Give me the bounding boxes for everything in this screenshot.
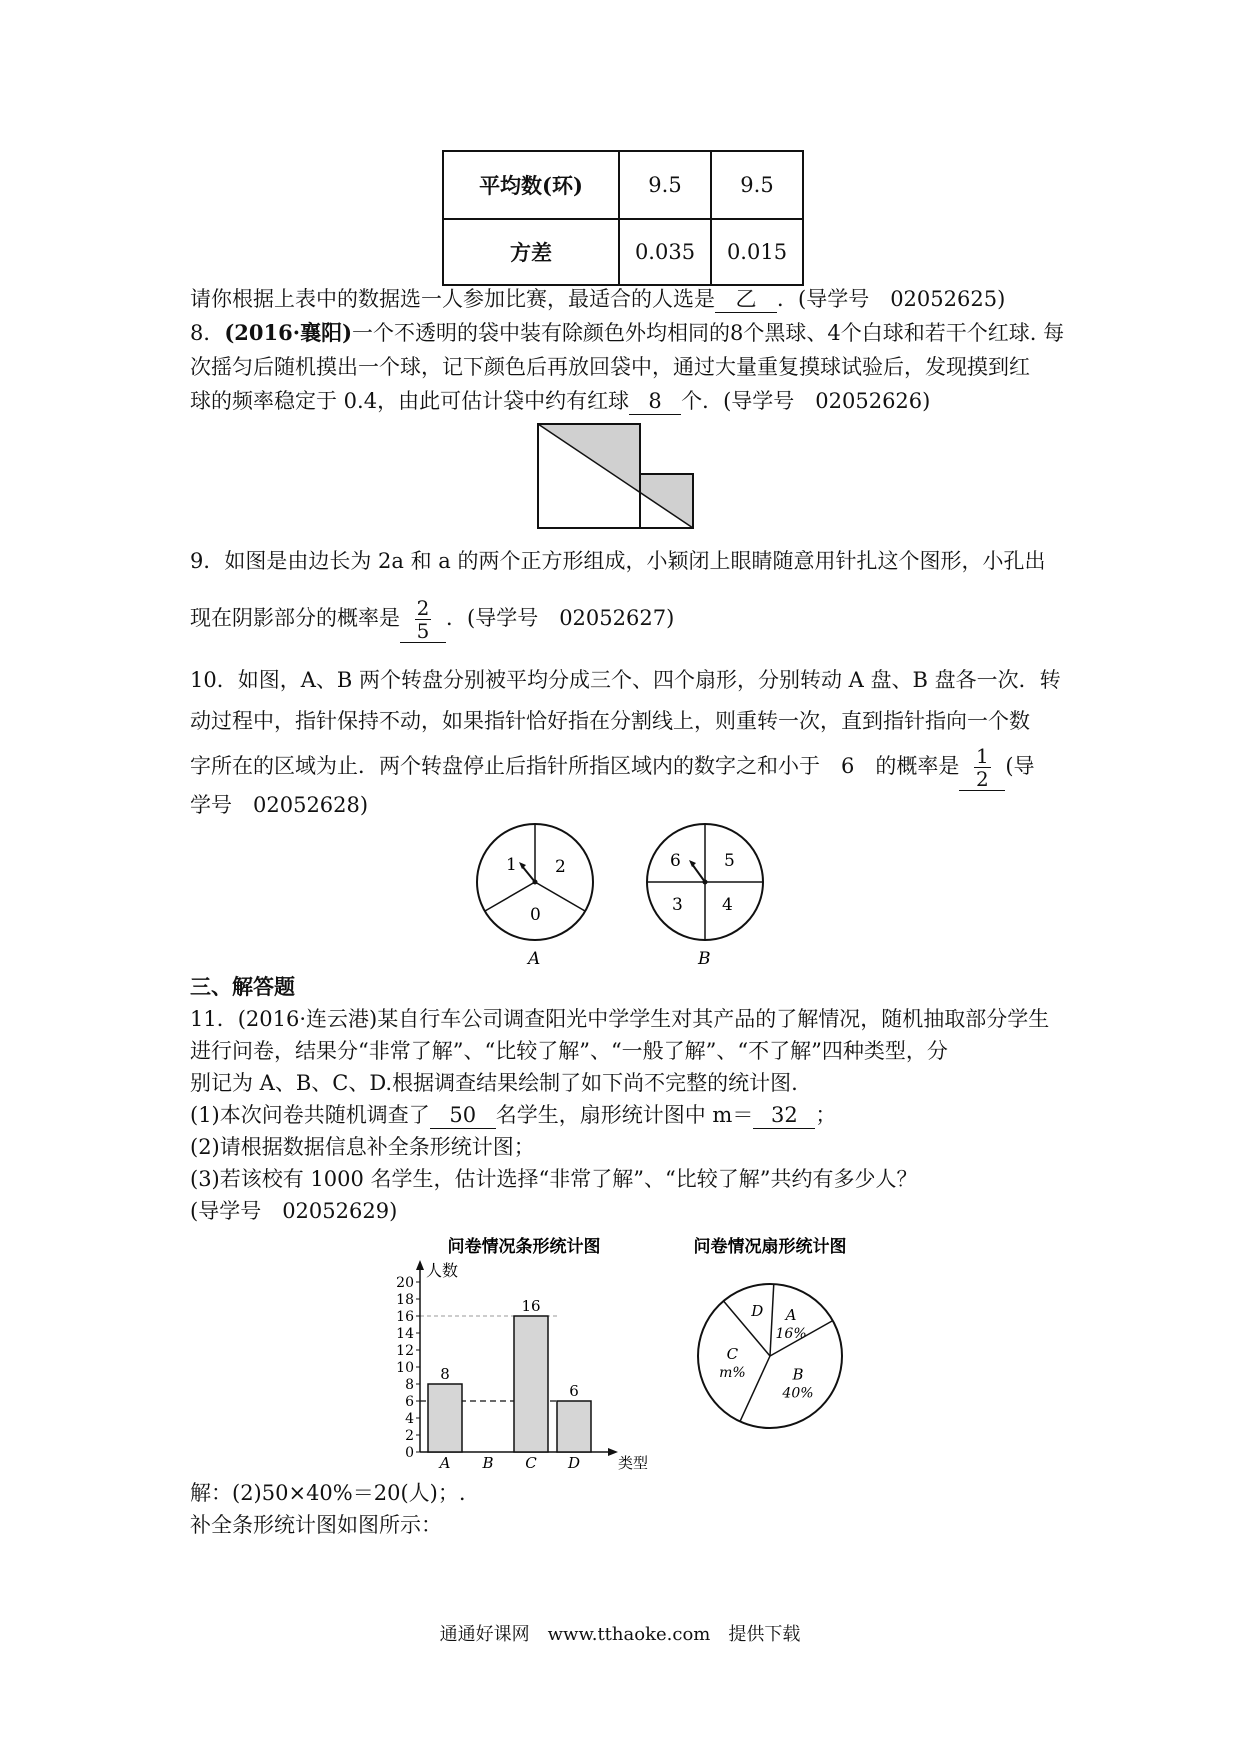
q8-line-1: 8．(2016·襄阳)一个不透明的袋中装有除颜色外均相同的8个黑球、4个白球和若干个红球. 每	[190, 320, 1065, 345]
pie-chart	[680, 1230, 860, 1470]
bar-C	[514, 1316, 548, 1452]
y-axis-arrow	[416, 1260, 424, 1270]
spinner-label: B	[698, 949, 711, 969]
pie-slice-value: 16%	[775, 1326, 807, 1343]
chart-title: 问卷情况扇形统计图	[693, 1237, 847, 1257]
sector-label: 1	[506, 855, 517, 875]
spinner-b	[640, 820, 770, 970]
q9-line-2: 现在阴影部分的概率是 $\frac{2}{5}$ ．(导学号 02052627)	[190, 596, 675, 643]
q8-line-3: 球的频率稳定于 0.4，由此可估计袋中约有红球 8 个．(导学号 02052626)	[190, 389, 931, 413]
q10-line-2: 动过程中，指针保持不动，如果指针恰好指在分割线上，则重转一次，直到指针指向一个数	[190, 709, 1030, 733]
y-tick-label: 0	[405, 1445, 414, 1461]
sector-label: 4	[722, 895, 733, 915]
y-tick-label: 12	[396, 1343, 414, 1359]
page-footer: 通通好课网 www.tthaoke.com 提供下载	[439, 1624, 801, 1645]
pie-slice-label-B: B	[792, 1365, 804, 1384]
x-axis-arrow	[608, 1448, 618, 1456]
x-tick-label: C	[525, 1454, 537, 1470]
section-heading: 三、解答题	[190, 974, 295, 999]
pie-slice-value: m%	[719, 1365, 746, 1382]
table-cell: 平均数(环)	[443, 151, 619, 219]
bar-D	[557, 1401, 591, 1452]
stats-table	[442, 150, 804, 286]
y-tick-label: 16	[396, 1309, 414, 1325]
q11-part-4: (导学号 02052629)	[190, 1199, 398, 1223]
y-tick-label: 14	[396, 1326, 414, 1342]
answer-blank: 乙	[715, 286, 777, 313]
shaded-region-small	[640, 474, 693, 528]
pie-slice-label-D: D	[751, 1302, 764, 1321]
sector-label: 3	[672, 895, 683, 915]
answer-blank	[400, 597, 446, 643]
sector-label: 5	[724, 851, 735, 871]
q10-line-4: 学号 02052628)	[190, 793, 369, 817]
solution-line-1: 解：(2)50×40%＝20(人)；.	[190, 1481, 466, 1505]
y-tick-label: 8	[405, 1377, 414, 1393]
q7-line: 请你根据上表中的数据选一人参加比赛，最适合的人选是 乙 ．(导学号 02052625)	[190, 287, 1006, 311]
bar-data-label: 16	[521, 1297, 541, 1315]
y-tick-label: 10	[396, 1360, 414, 1376]
pointer-arrow	[522, 866, 535, 882]
pie-slice-label-C: C	[726, 1345, 739, 1364]
answer-fraction: $\frac{1}{2}$	[975, 744, 989, 791]
y-tick-label: 18	[396, 1292, 414, 1308]
table-cell: 9.5	[619, 151, 711, 219]
q10-line-1: 10．如图，A、B 两个转盘分别被平均分成三个、四个扇形，分别转动 A 盘、B 盘各一次．转	[190, 668, 1061, 692]
table-cell: 0.015	[711, 219, 803, 285]
solution-line-2: 补全条形统计图如图所示：	[190, 1513, 442, 1537]
y-tick-label: 20	[396, 1275, 414, 1291]
table-row	[443, 151, 803, 219]
x-tick-label: B	[482, 1454, 494, 1470]
spinner-a	[470, 820, 600, 970]
answer-blank: 32	[753, 1102, 815, 1129]
q9-line-1: 9．如图是由边长为 2a 和 a 的两个正方形组成，小颖闭上眼睛随意用针扎这个图形，小孔出	[190, 549, 1046, 573]
pointer-arrow-head	[689, 860, 696, 867]
chart-title: 问卷情况条形统计图	[447, 1237, 601, 1257]
bar-data-label: 6	[569, 1382, 579, 1400]
x-tick-label: A	[439, 1454, 451, 1470]
q8-line-2: 次摇匀后随机摸出一个球，记下颜色后再放回袋中，通过大量重复摸球试验后，发现摸到红	[190, 355, 1030, 379]
x-tick-label: D	[567, 1454, 581, 1470]
sector-label: 2	[555, 857, 566, 877]
answer-blank	[959, 745, 1005, 791]
q11-line-1: 11．(2016·连云港)某自行车公司调查阳光中学学生对其产品的了解情况，随机抽取部分学生	[190, 1007, 1050, 1031]
sector-label: 0	[530, 905, 541, 925]
answer-blank: 8	[629, 388, 681, 415]
table-cell: 方差	[443, 219, 619, 285]
y-tick-label: 4	[405, 1411, 414, 1427]
bar-A	[428, 1384, 462, 1452]
table-row	[443, 219, 803, 285]
bar-chart	[380, 1230, 680, 1470]
sector-label: 6	[670, 851, 681, 871]
y-tick-label: 2	[405, 1428, 414, 1444]
pointer-arrow-head	[519, 862, 526, 869]
bar-data-label: 8	[440, 1365, 450, 1383]
q11-line-3: 别记为 A、B、C、D.根据调查结果绘制了如下尚不完整的统计图.	[190, 1071, 798, 1095]
squares-figure	[536, 422, 706, 530]
q11-part-2: (2)请根据数据信息补全条形统计图；	[190, 1135, 535, 1159]
q11-part-3: (3)若该校有 1000 名学生，估计选择“非常了解”、“比较了解”共约有多少人？	[190, 1167, 918, 1191]
pointer-arrow	[692, 864, 705, 882]
table-cell: 0.035	[619, 219, 711, 285]
answer-blank: 50	[430, 1102, 496, 1129]
pie-slice-label-A: A	[785, 1306, 797, 1325]
pie-slice-boundary	[770, 1284, 774, 1356]
answer-fraction: $\frac{2}{5}$	[416, 596, 430, 643]
q11-line-2: 进行问卷，结果分“非常了解”、“比较了解”、“一般了解”、“不了解”四种类型，分	[190, 1039, 948, 1063]
y-tick-label: 6	[405, 1394, 414, 1410]
q10-line-3: 字所在的区域为止．两个转盘停止后指针所指区域内的数字之和小于 6 的概率是 $\frac{1}{2}$ (导	[190, 744, 1035, 791]
y-axis-label: 人数	[426, 1261, 459, 1280]
q11-part-1: (1)本次问卷共随机调查了 50 名学生，扇形统计图中 m＝ 32 ；	[190, 1103, 837, 1127]
x-axis-label: 类型	[618, 1454, 649, 1470]
table-cell: 9.5	[711, 151, 803, 219]
pie-slice-value: 40%	[782, 1385, 814, 1402]
spinner-label: A	[528, 949, 541, 969]
